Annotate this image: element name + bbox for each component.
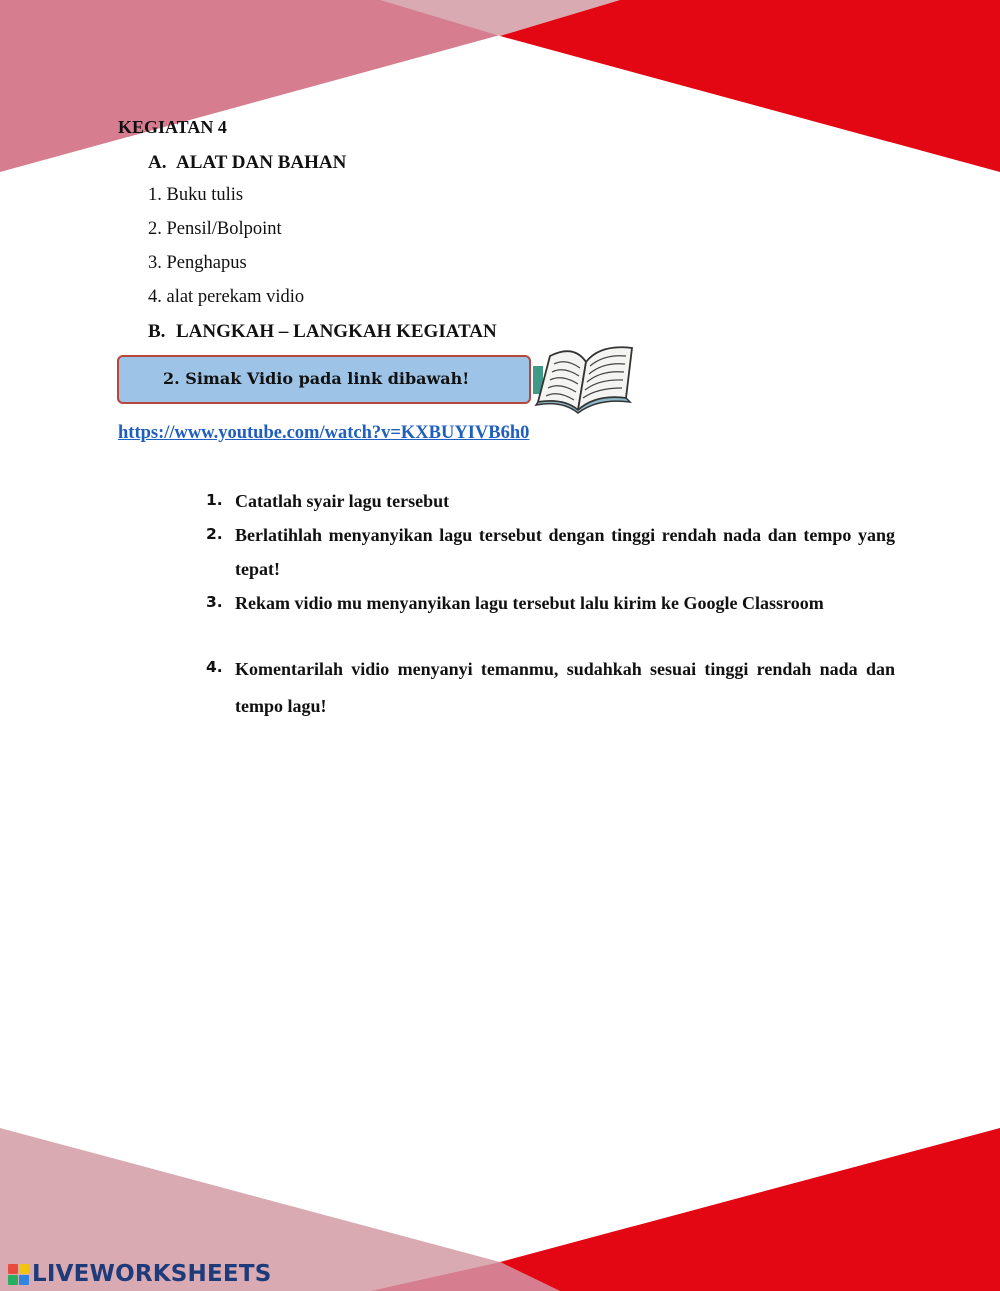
section-title-text: LANGKAH – LANGKAH KEGIATAN: [176, 321, 497, 342]
instruction-number: 1.: [206, 491, 223, 509]
open-book-icon: [534, 342, 638, 414]
callout-text: 2. Simak Vidio pada link dibawah!: [163, 369, 470, 388]
logo-text: LIVEWORKSHEETS: [32, 1261, 272, 1287]
material-item: 2. Pensil/Bolpoint: [148, 219, 282, 239]
instruction-text: Berlatihlah menyanyikan lagu tersebut dengan tinggi rendah nada dan tempo yang tepat!: [235, 525, 895, 579]
material-item: 4. alat perekam vidio: [148, 287, 305, 307]
steps-section-title: [148, 321, 497, 343]
instruction-number: 3.: [206, 593, 223, 611]
instruction-text: Catatlah syair lagu tersebut: [235, 491, 450, 511]
instruction-number: 4.: [206, 658, 223, 676]
materials-section-title: [148, 152, 346, 174]
logo-mark-icon: [8, 1264, 29, 1285]
material-item: 3. Penghapus: [148, 253, 247, 273]
section-letter: B.: [148, 321, 166, 342]
material-item: 1. Buku tulis: [148, 185, 244, 205]
section-letter: A.: [148, 152, 167, 173]
instruction-text: Komentarilah vidio menyanyi temanmu, sudahkah sesuai tinggi rendah nada dan tempo lagu!: [235, 659, 895, 716]
section-title-text: ALAT DAN BAHAN: [176, 152, 347, 173]
instruction-number: 2.: [206, 525, 223, 543]
instruction-callout-box: [117, 355, 531, 404]
video-link[interactable]: https://www.youtube.com/watch?v=KXBUYIVB6h0: [118, 423, 530, 443]
page-heading: KEGIATAN 4: [118, 117, 227, 137]
liveworksheets-logo: [8, 1261, 271, 1287]
instruction-text: Rekam vidio mu menyanyikan lagu tersebut lalu kirim ke Google Classroom: [235, 593, 824, 613]
